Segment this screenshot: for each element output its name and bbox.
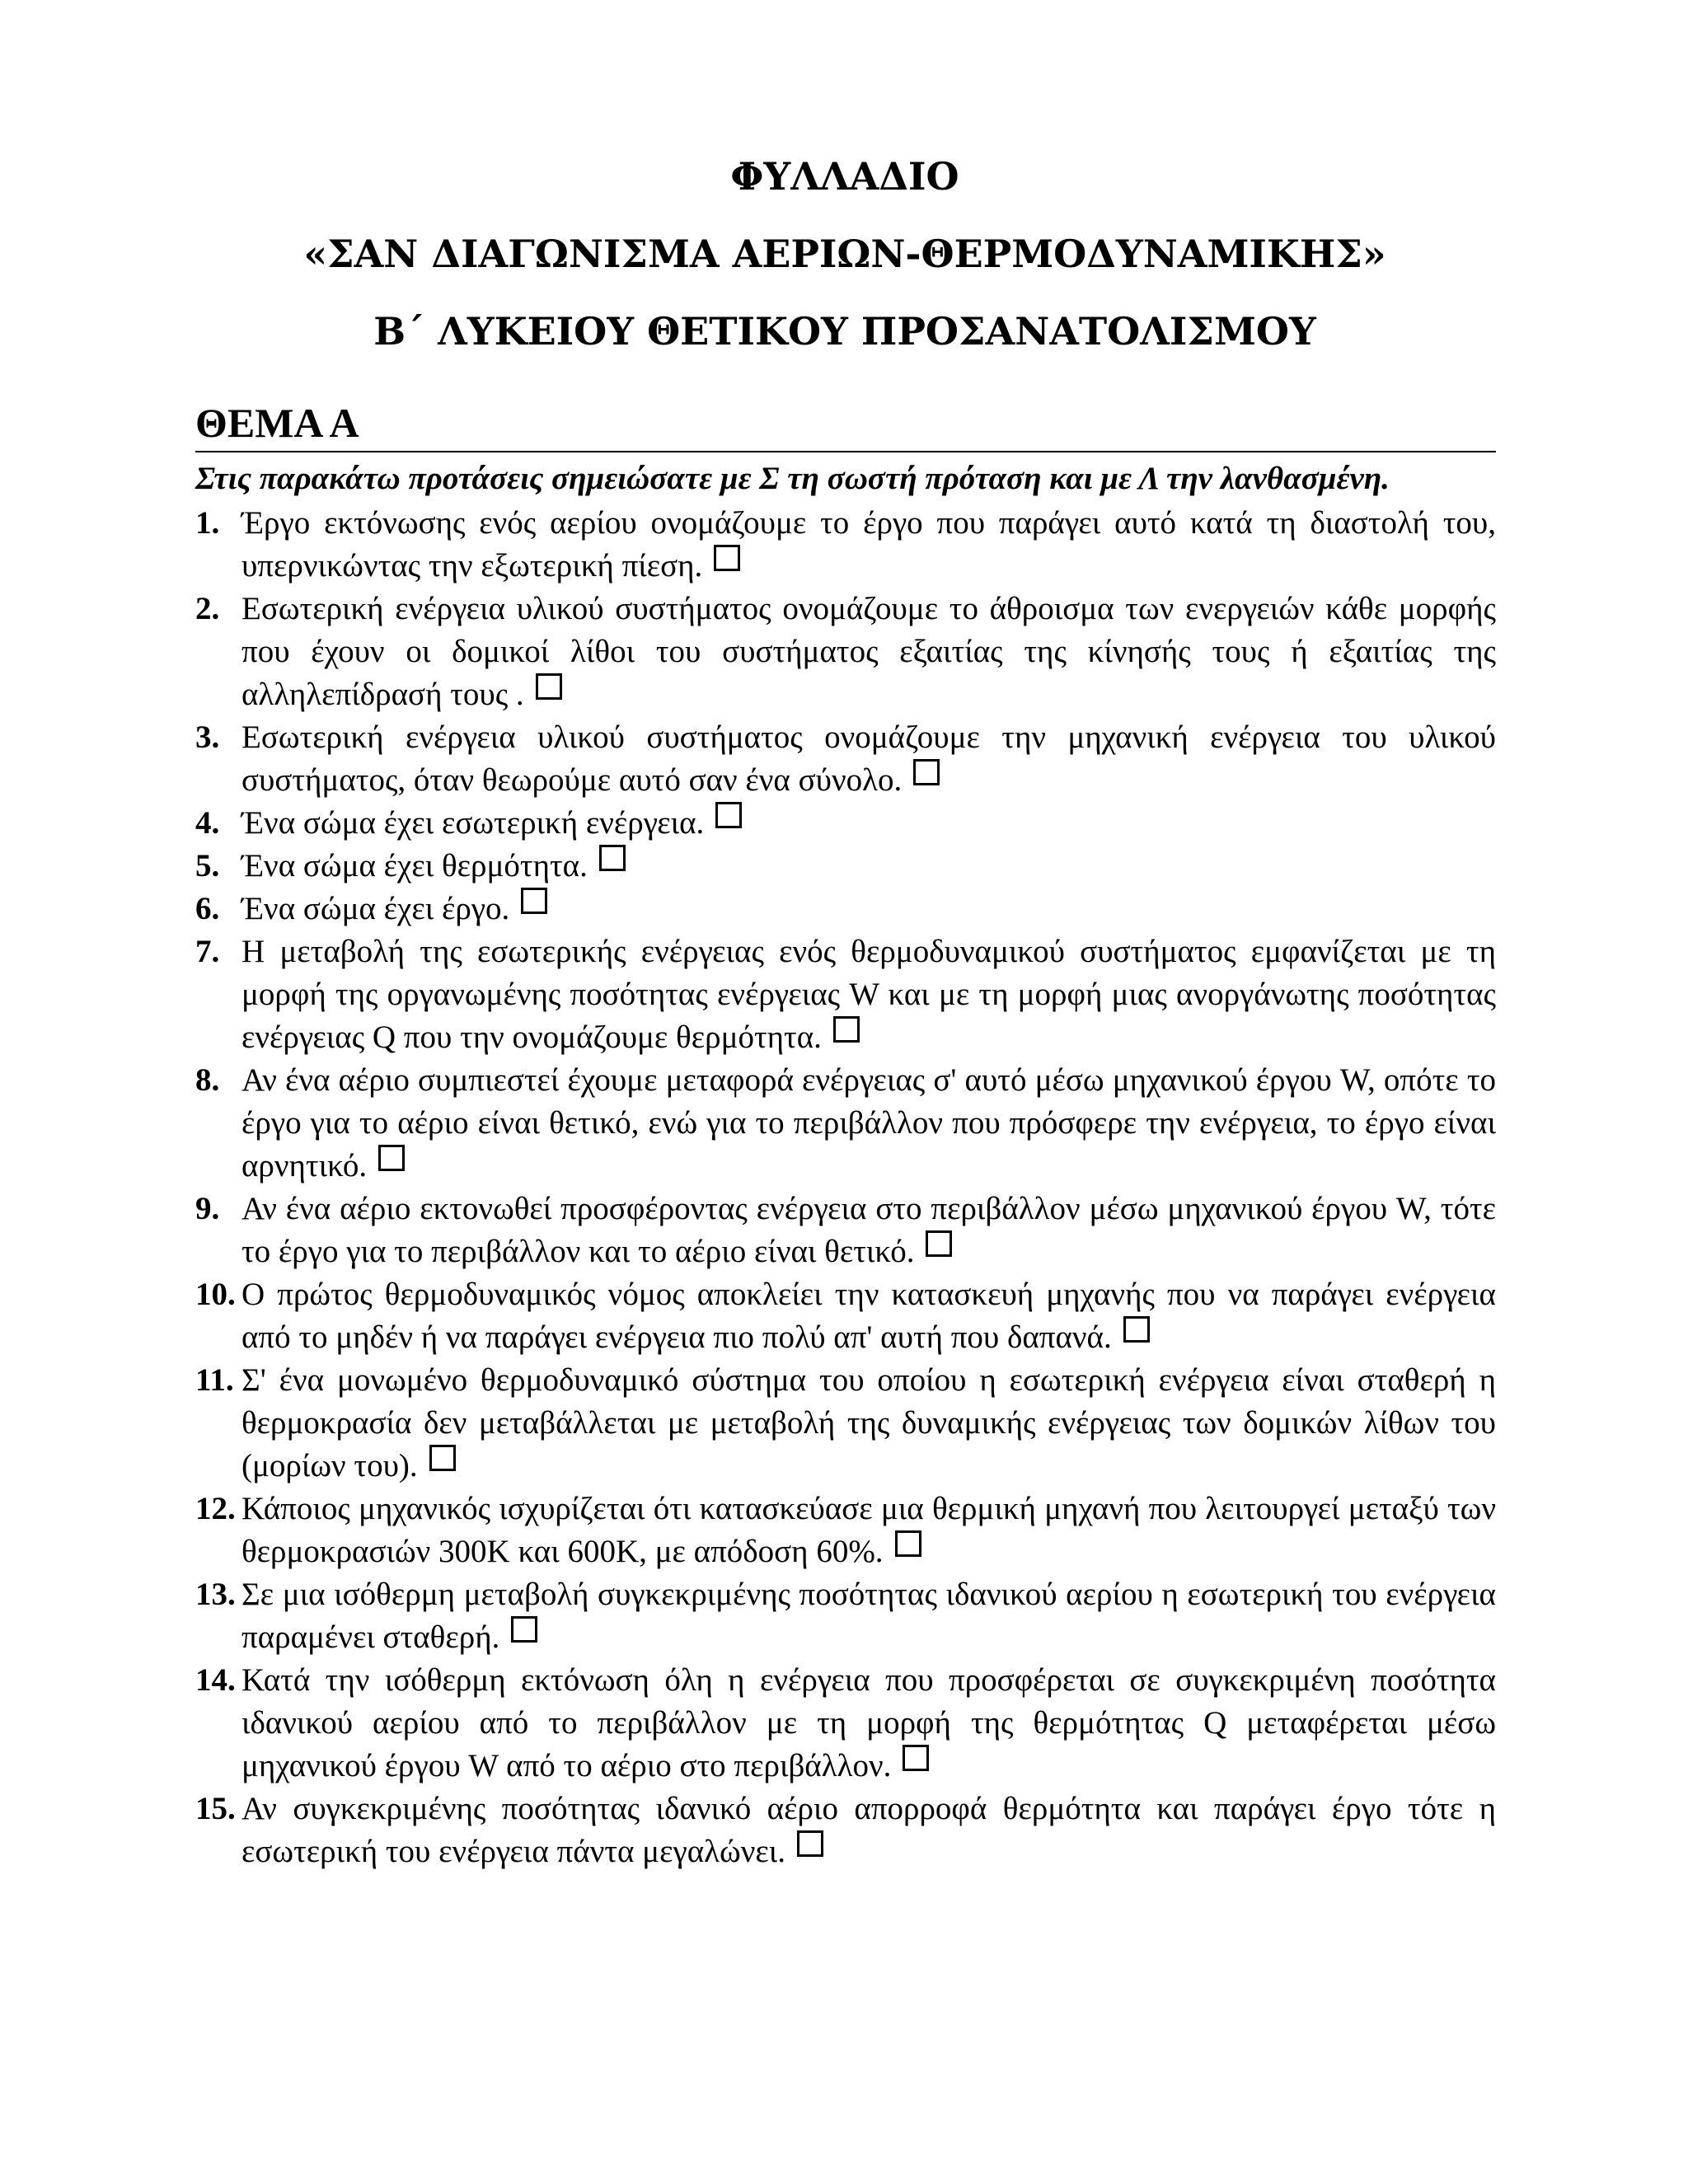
question-text: Αν συγκεκριμένης ποσότητας ιδανικό αέριο απορροφά θερμότητα και παράγει έργο τότε η εσωτερική του ενέργεια πάντα μεγαλώνει. [241,1791,1496,1869]
document-title: ΦΥΛΛΑΔΙΟ [730,154,959,199]
question-text: Εσωτερική ενέργεια υλικού συστήματος ονομάζουμε την μηχανική ενέργεια του υλικού συστήματος, όταν θεωρούμε αυτό σαν ένα σύνολο. [241,719,1496,798]
question-number: 9. [195,1191,220,1226]
answer-checkbox[interactable] [378,1145,405,1171]
question-number: 4. [195,805,220,841]
question-number: 15. [195,1791,236,1826]
question-text: Η μεταβολή της εσωτερικής ενέργειας ενός θερμοδυναμικού συστήματος εμφανίζεται με τη μορφή της οργανωμένης ποσότητας ενέργειας W και με τη μορφή μιας ανοργάνωτης ποσότητας ενέργειας Q που την ονομάζουμε θερμότητα. [241,934,1496,1055]
answer-checkbox[interactable] [895,1530,921,1557]
question-item [195,588,1496,716]
question-item [195,1059,1496,1188]
section-instructions: Στις παρακάτω προτάσεις σημειώσατε με Σ τη σωστή πρόταση και με Λ την λανθασμένη. [195,461,1390,496]
section-content [195,457,1496,1873]
question-text: Σε μια ισόθερμη μεταβολή συγκεκριμένης ποσότητας ιδανικού αερίου η εσωτερική του ενέργεια παραμένει σταθερή. [241,1577,1496,1655]
question-text: Ένα σώμα έχει εσωτερική ενέργεια. [241,805,705,841]
question-item [195,1488,1496,1573]
answer-checkbox[interactable] [536,673,562,700]
question-number: 14. [195,1662,236,1698]
answer-checkbox[interactable] [511,1616,537,1643]
answer-checkbox[interactable] [429,1445,456,1471]
answer-checkbox[interactable] [903,1745,929,1771]
document-subtitle: «ΣΑΝ ΔΙΑΓΩΝΙΣΜΑ ΑΕΡΙΩΝ-ΘΕΡΜΟΔΥΝΑΜΙΚΗΣ» [303,232,1386,276]
question-item [195,716,1496,802]
question-number: 8. [195,1062,220,1098]
question-item [195,1788,1496,1873]
question-item [195,888,1496,930]
answer-checkbox[interactable] [797,1830,823,1857]
question-number: 12. [195,1491,236,1526]
answer-checkbox[interactable] [926,1230,952,1257]
question-number: 13. [195,1577,236,1612]
question-text: Κάποιος μηχανικός ισχυρίζεται ότι κατασκεύασε μια θερμική μηχανή που λειτουργεί μεταξύ των θερμοκρασιών 300K και 600K, με απόδοση 60%. [241,1491,1496,1569]
question-item [195,845,1496,888]
document-header [190,154,1500,354]
question-item [195,802,1496,845]
answer-checkbox[interactable] [1123,1316,1150,1343]
question-number: 6. [195,891,220,926]
question-list [195,502,1496,1873]
question-text: Αν ένα αέριο εκτονωθεί προσφέροντας ενέργεια στο περιβάλλον μέσω μηχανικού έργου W, τότε το έργο για το περιβάλλον και το αέριο είναι θετικό. [241,1191,1496,1269]
question-item [195,1359,1496,1488]
question-number: 1. [195,505,220,541]
question-text: Ένα σώμα έχει θερμότητα. [241,848,588,883]
question-number: 11. [195,1362,234,1398]
question-item [195,1659,1496,1788]
answer-checkbox[interactable] [913,759,940,785]
question-text: Σ' ένα μονωμένο θερμοδυναμικό σύστημα του οποίου η εσωτερική ενέργεια είναι σταθερή η θερμοκρασία δεν μεταβάλλεται με μεταβολή της δυναμικής ενέργειας των δομικών λίθων του (μορίων του). [241,1362,1496,1483]
question-item [195,1273,1496,1359]
section-heading: ΘΕΜΑ Α [195,400,359,446]
question-text: Εσωτερική ενέργεια υλικού συστήματος ονομάζουμε το άθροισμα των ενεργειών κάθε μορφής που έχουν οι δομικοί λίθοι του συστήματος εξαιτίας της κίνησής τους ή εξαιτίας της αλληλεπίδρασή τους . [241,591,1496,712]
question-item [195,502,1496,588]
question-number: 7. [195,934,220,969]
question-text: Ένα σώμα έχει έργο. [241,891,510,926]
question-text: Ο πρώτος θερμοδυναμικός νόμος αποκλείει την κατασκευή μηχανής που να παράγει ενέργεια από το μηδέν ή να παράγει ενέργεια πιο πολύ απ' αυτή που δαπανά. [241,1277,1496,1355]
answer-checkbox[interactable] [599,845,626,871]
answer-checkbox[interactable] [714,545,740,571]
question-item [195,930,1496,1059]
class-level-title: Β΄ ΛΥΚΕΙΟΥ ΘΕΤΙΚΟΥ ΠΡΟΣΑΝΑΤΟΛΙΣΜΟΥ [373,309,1316,354]
question-number: 2. [195,591,220,626]
question-text: Κατά την ισόθερμη εκτόνωση όλη η ενέργεια που προσφέρεται σε συγκεκριμένη ποσότητα ιδανικού αερίου από το περιβάλλον με τη μορφή της θερμότητας Q μεταφέρεται μέσω μηχανικού έργου W από το αέριο στο περιβάλλον. [241,1662,1496,1783]
question-text: Έργο εκτόνωσης ενός αερίου ονομάζουμε το έργο που παράγει αυτό κατά τη διαστολή του, υπερνικώντας την εξωτερική πίεση. [241,505,1496,583]
question-text: Αν ένα αέριο συμπιεστεί έχουμε μεταφορά ενέργειας σ' αυτό μέσω μηχανικού έργου W, οπότε το έργο για το αέριο είναι θετικό, ενώ για το περιβάλλον που πρόσφερε την ενέργεια, το έργο είναι αρνητικό. [241,1062,1496,1183]
question-item [195,1188,1496,1273]
answer-checkbox[interactable] [833,1016,860,1043]
question-number: 3. [195,719,220,755]
answer-checkbox[interactable] [521,888,547,914]
question-item [195,1573,1496,1659]
section-divider [195,451,1496,452]
answer-checkbox[interactable] [715,802,742,828]
question-number: 10. [195,1277,236,1312]
question-number: 5. [195,848,220,883]
